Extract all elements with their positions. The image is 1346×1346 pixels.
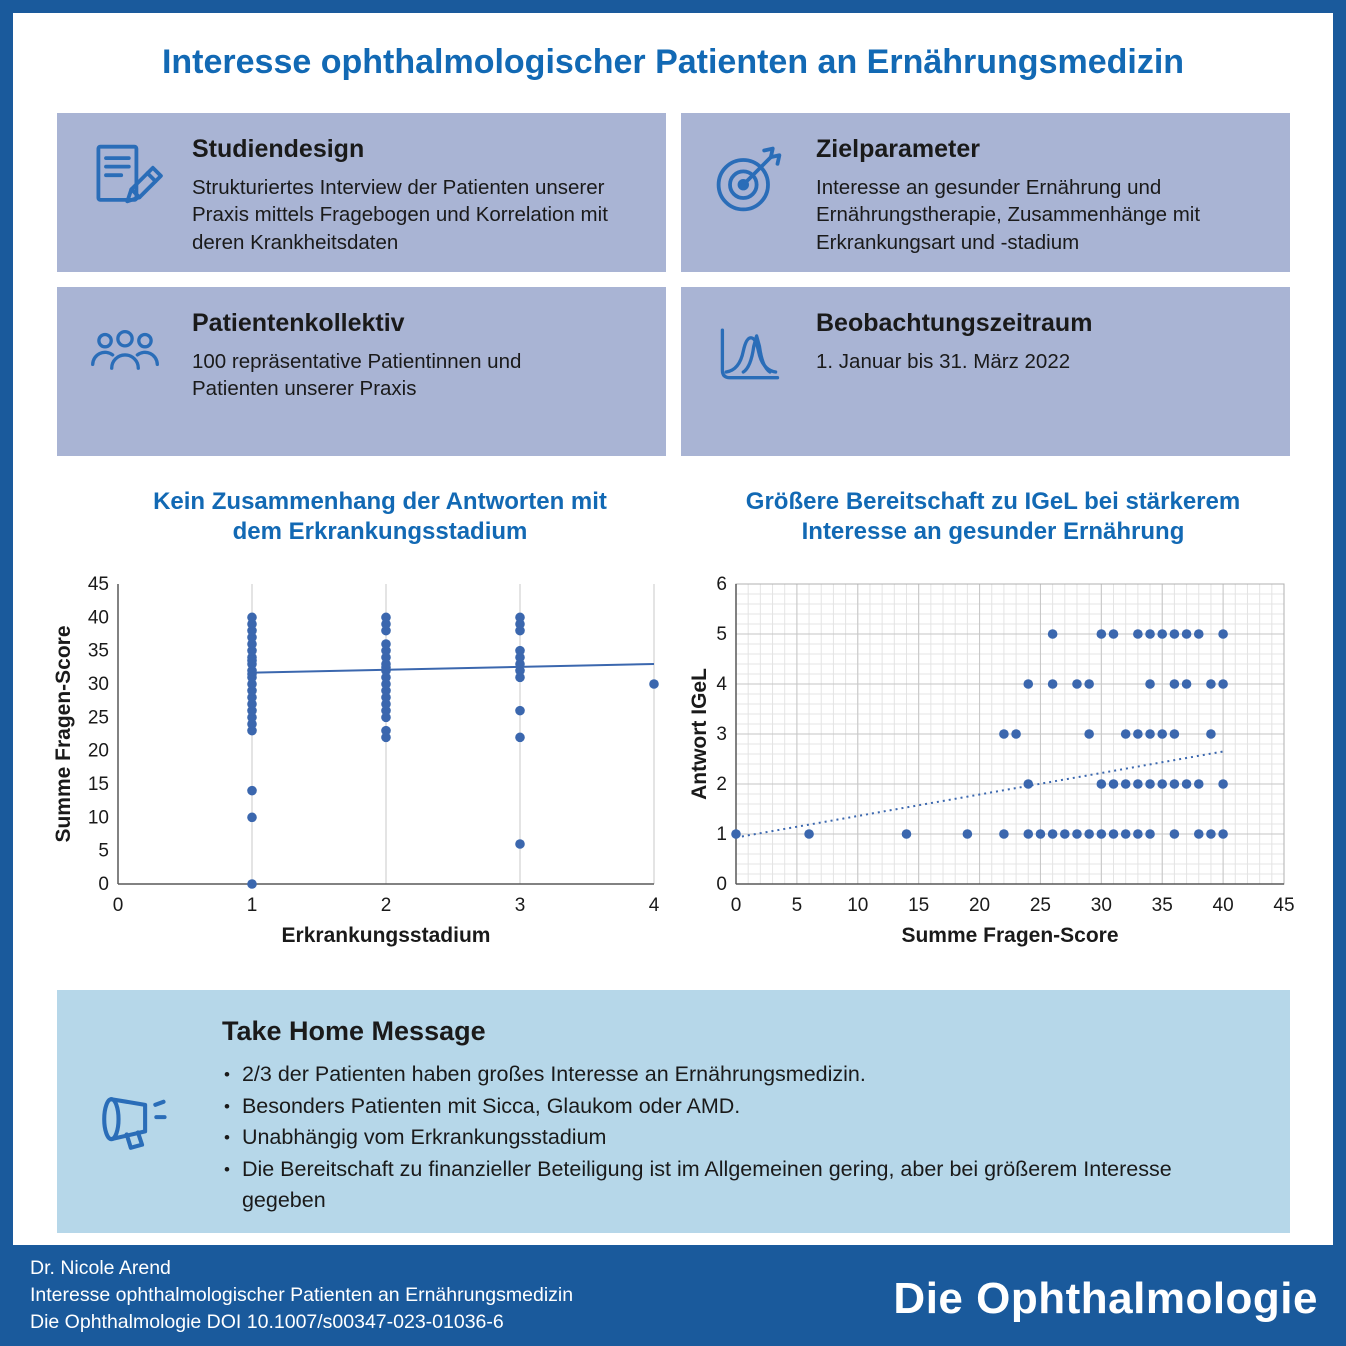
x-tick-label: 35 [1151,895,1173,916]
footer-credit-line: Die Ophthalmologie DOI 10.1007/s00347-023-01036-6 [30,1310,504,1333]
scatter-point [1133,829,1143,839]
take-home-bullet [222,1154,1245,1217]
scatter-point [1182,629,1192,639]
x-axis-title: Summe Fragen-Score [901,924,1119,947]
scatter-point [1072,679,1082,689]
trend-line [252,664,654,673]
scatter-point [1182,779,1192,789]
scatter-point [1157,729,1167,739]
scatter-point [1182,679,1192,689]
y-tick-label: 4 [716,674,727,695]
y-tick-label: 5 [98,840,109,862]
scatter-point [1060,829,1070,839]
scatter-point [1011,729,1021,739]
scatter-point [963,829,973,839]
scatter-point [1121,779,1131,789]
take-home-heading: Take Home Message [222,1016,486,1046]
y-tick-label: 25 [87,707,109,729]
bullet-marker: • [224,1096,230,1116]
scatter-point [999,829,1009,839]
scatter-point [1145,629,1155,639]
scatter-point [1109,779,1119,789]
scatter-point [1121,729,1131,739]
scatter-point [1023,679,1033,689]
scatter-point [1133,729,1143,739]
take-home-list [222,1059,1245,1217]
scatter-point [247,879,257,889]
take-home-bullet [222,1059,1245,1091]
x-tick-label: 1 [246,895,258,916]
scatter-point [1023,829,1033,839]
y-tick-label: 10 [87,807,109,829]
info-box-patientenkollektiv [57,287,666,456]
scatter-point [999,729,1009,739]
x-tick-label: 30 [1090,895,1112,916]
scatter-point [1048,629,1058,639]
scatter-point [1170,829,1180,839]
scatter-point [1048,829,1058,839]
scatter-point [1145,729,1155,739]
scatter-point [1206,679,1216,689]
scatter-point [1145,779,1155,789]
scatter-point [381,613,391,623]
take-home-box [57,990,1290,1233]
scatter-point [1072,829,1082,839]
target-icon [681,129,816,256]
scatter-point [1145,829,1155,839]
scatter-point [1218,779,1228,789]
y-tick-label: 3 [716,724,727,745]
scatter-point [804,829,814,839]
scatter-point [1218,679,1228,689]
footer-credits [30,1255,573,1336]
info-heading: Studiendesign [192,135,365,163]
x-tick-label: 40 [1212,895,1234,916]
x-tick-label: 10 [847,895,869,916]
y-tick-label: 6 [716,574,727,595]
scatter-point [1170,629,1180,639]
y-tick-label: 2 [716,774,727,795]
scatter-point [649,679,659,689]
y-tick-label: 30 [87,674,109,695]
footer-bar [0,1245,1346,1346]
scatter-point [1084,679,1094,689]
info-content [192,129,644,256]
scatter-point [902,829,912,839]
document-pencil-icon [57,129,192,256]
info-heading: Zielparameter [816,135,980,163]
footer-credit-line: Interesse ophthalmologischer Patienten an Ernährungsmedizin [30,1283,574,1306]
scatter-point [1218,629,1228,639]
scatter-point [1157,629,1167,639]
bullet-text: Besonders Patienten mit Sicca, Glaukom oder AMD. [241,1093,741,1118]
scatter-point [1097,779,1107,789]
info-body: Strukturiertes Interview der Patienten unserer Praxis mittels Fragebogen und Korrelation mit deren Krankheitsdaten [192,176,608,254]
bullet-marker: • [224,1159,230,1179]
y-tick-label: 0 [98,874,109,895]
people-icon [57,303,192,440]
y-tick-label: 15 [87,774,109,795]
scatter-chart-igel [688,570,1306,952]
info-heading: Beobachtungszeitraum [816,309,1093,337]
x-tick-label: 0 [112,895,124,916]
scatter-point [1206,729,1216,739]
scatter-point [1170,729,1180,739]
take-home-bullet [222,1091,1245,1123]
info-grid [57,113,1290,456]
take-home-bullet [222,1122,1245,1154]
bullet-marker: • [224,1065,230,1084]
scatter-point [1206,829,1216,839]
scatter-point [1084,829,1094,839]
chart-title-left: Kein Zusammenhang der Antworten mit dem Erkrankungsstadium [153,488,607,545]
info-body: Interesse an gesunder Ernährung und Ernährungstherapie, Zusammenhänge mit Erkrankungsart und -stadium [816,176,1201,254]
scatter-point [515,646,525,656]
page-title: Interesse ophthalmologischer Patienten an Ernährungsmedizin [161,43,1185,81]
bullet-text: 2/3 der Patienten haben großes Interesse an Ernährungsmedizin. [241,1062,866,1086]
scatter-point [1194,829,1204,839]
scatter-point [1036,829,1046,839]
x-tick-label: 25 [1029,895,1052,916]
scatter-point [1218,829,1228,839]
scatter-point [247,813,257,823]
scatter-point [381,639,391,649]
info-content [816,303,1268,440]
y-axis-title: Antwort IGeL [688,668,711,800]
y-tick-label: 0 [716,874,727,895]
scatter-point [1084,729,1094,739]
scatter-point [381,726,391,736]
y-tick-label: 1 [716,824,727,845]
scatter-point [1194,779,1204,789]
x-tick-label: 2 [380,895,392,916]
scatter-point [1157,779,1167,789]
scatter-point [1133,629,1143,639]
scatter-point [1097,829,1107,839]
scatter-point [1145,679,1155,689]
journal-brand: Die Ophthalmologie [893,1274,1318,1323]
y-tick-label: 40 [87,607,109,629]
x-tick-label: 4 [648,895,660,916]
y-axis-title: Summe Fragen-Score [52,625,75,843]
scatter-point [515,613,525,623]
distribution-curve-icon [681,303,816,440]
scatter-point [247,613,257,623]
scatter-point [1109,629,1119,639]
scatter-point [1048,679,1058,689]
x-tick-label: 15 [908,895,930,916]
megaphone-icon [57,990,222,1233]
x-tick-label: 0 [730,895,742,916]
info-box-zielparameter [681,113,1290,272]
x-tick-label: 45 [1273,895,1295,916]
x-tick-label: 20 [968,895,991,916]
scatter-point [1109,829,1119,839]
bullet-text: Unabhängig vom Erkrankungsstadium [241,1125,607,1150]
scatter-point [515,733,525,743]
y-tick-label: 45 [87,574,109,595]
scatter-point [515,706,525,716]
info-body: 100 repräsentative Patientinnen und Patienten unserer Praxis [192,350,522,401]
info-box-studiendesign [57,113,666,272]
chart-title-right: Größere Bereitschaft zu IGeL bei stärkerem Interesse an gesunder Ernährung [745,488,1241,545]
scatter-point [247,786,257,796]
x-tick-label: 5 [791,895,803,916]
bullet-text: Die Bereitschaft zu finanzieller Beteiligung ist im Allgemeinen gering, aber bei größerem Interesse gegeben [241,1156,1172,1213]
x-tick-label: 3 [514,895,526,916]
info-heading: Patientenkollektiv [192,309,405,337]
footer-credit-line: Dr. Nicole Arend [30,1257,171,1279]
info-content [816,129,1268,256]
info-body: 1. Januar bis 31. März 2022 [816,350,1071,373]
scatter-point [1097,629,1107,639]
scatter-chart-erkrankungsstadium [52,570,670,952]
y-tick-label: 20 [87,740,109,762]
take-home-content [222,990,1290,1233]
bullet-marker: • [224,1128,230,1148]
scatter-point [1023,779,1033,789]
info-content [192,303,644,440]
info-box-beobachtungszeitraum [681,287,1290,456]
scatter-point [515,839,525,849]
x-axis-title: Erkrankungsstadium [281,924,491,947]
scatter-point [1121,829,1131,839]
scatter-point [1194,629,1204,639]
y-tick-label: 5 [716,624,727,645]
scatter-point [1170,779,1180,789]
y-tick-label: 35 [87,640,109,662]
scatter-point [1170,679,1180,689]
scatter-point [1133,779,1143,789]
